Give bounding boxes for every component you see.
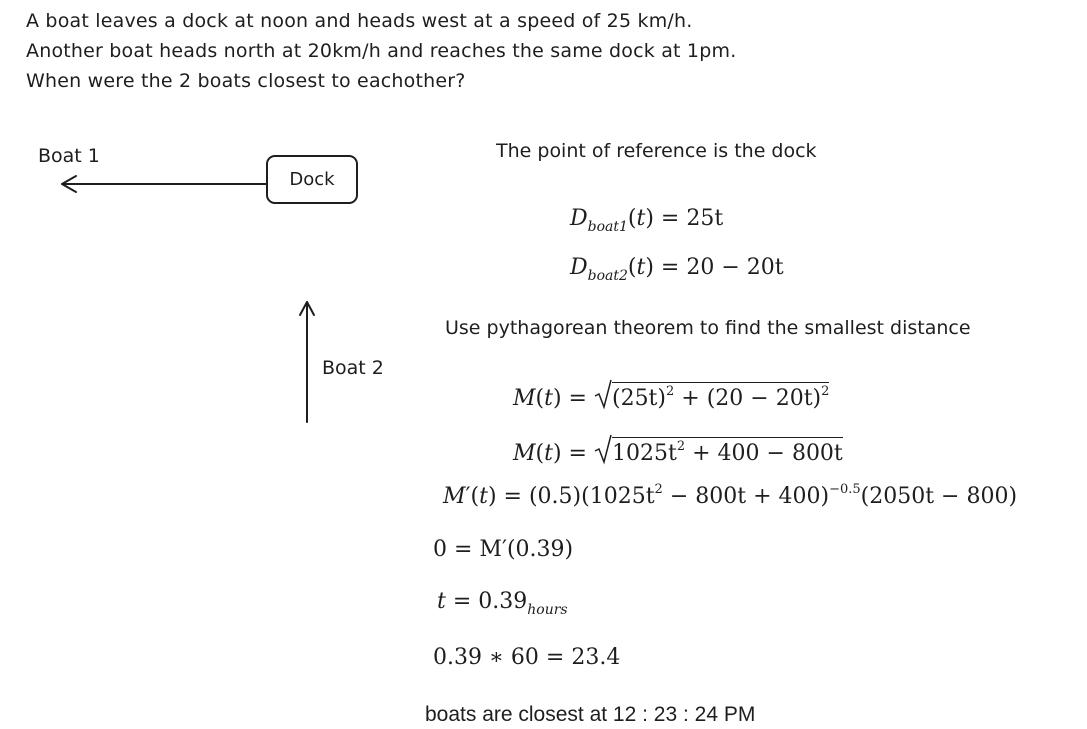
pythagorean-note: Use pythagorean theorem to find the smallest distance xyxy=(445,317,971,339)
deriv-part-b: − 800t + 400) xyxy=(662,484,830,509)
m2-inside-a: 1025t xyxy=(611,441,677,466)
boat2-arrow xyxy=(300,302,314,422)
dock-box xyxy=(266,155,358,204)
problem-line-3: When were the 2 boats closest to eachother? xyxy=(26,70,466,92)
d-boat2-rhs: 20 − 20t xyxy=(686,255,784,280)
problem-line-1: A boat leaves a dock at noon and heads west at a speed of 25 km/h. xyxy=(26,10,693,32)
deriv-exponent: −0.5 xyxy=(829,482,861,497)
problem-line-2: Another boat heads north at 20km/h and reaches the same dock at 1pm. xyxy=(26,40,737,62)
m2-inside-b: + 400 − 800t xyxy=(685,441,843,466)
equation-t-value: $t = 0.39_{hours}$ xyxy=(437,589,568,618)
d-boat2-subscript: boat2 xyxy=(587,268,628,284)
t-value: 0.39 xyxy=(478,589,528,614)
m1-inside-b: + (20 − 20t) xyxy=(674,386,822,411)
equation-m-sqrt-1: M(t) = $(25t)^2 + (20 - 20t)^2$ xyxy=(513,382,829,411)
d-boat1-subscript: boat1 xyxy=(587,219,628,235)
dock-label: Dock xyxy=(289,169,335,190)
equation-m-sqrt-2: M(t) = $1025t^2 + 400 - 800t$ xyxy=(513,437,843,466)
equation-minutes: 0.39 ∗ 60 = 23.4 xyxy=(433,645,621,670)
d-boat1-rhs: 25t xyxy=(686,206,724,231)
t-unit: hours xyxy=(527,602,568,618)
boat1-arrow xyxy=(62,176,266,192)
equation-derivative: $M'(t) = (0.5)(1025t^2 - 800t + 400)^{-0.5}(2050t - 800)$ xyxy=(443,482,1018,509)
equation-zero: 0 = M′(0.39) xyxy=(433,537,574,562)
deriv-part-a: (0.5)(1025t xyxy=(528,484,655,509)
deriv-part-c: (2050t − 800) xyxy=(860,484,1018,509)
equation-d-boat2: $D_{boat2}(t) = 20 - 20t$ xyxy=(570,255,784,284)
equation-d-boat1: $D_{boat1}(t) = 25t$ xyxy=(570,206,724,235)
boat2-label: Boat 2 xyxy=(322,357,384,379)
reference-note: The point of reference is the dock xyxy=(496,140,817,162)
radical-sign-icon xyxy=(594,378,612,410)
radical-sign-icon xyxy=(594,433,612,465)
answer-text: boats are closest at 12 : 23 : 24 PM xyxy=(425,703,756,726)
m1-inside-a: (25t) xyxy=(611,386,666,411)
boat1-label: Boat 1 xyxy=(38,145,100,167)
